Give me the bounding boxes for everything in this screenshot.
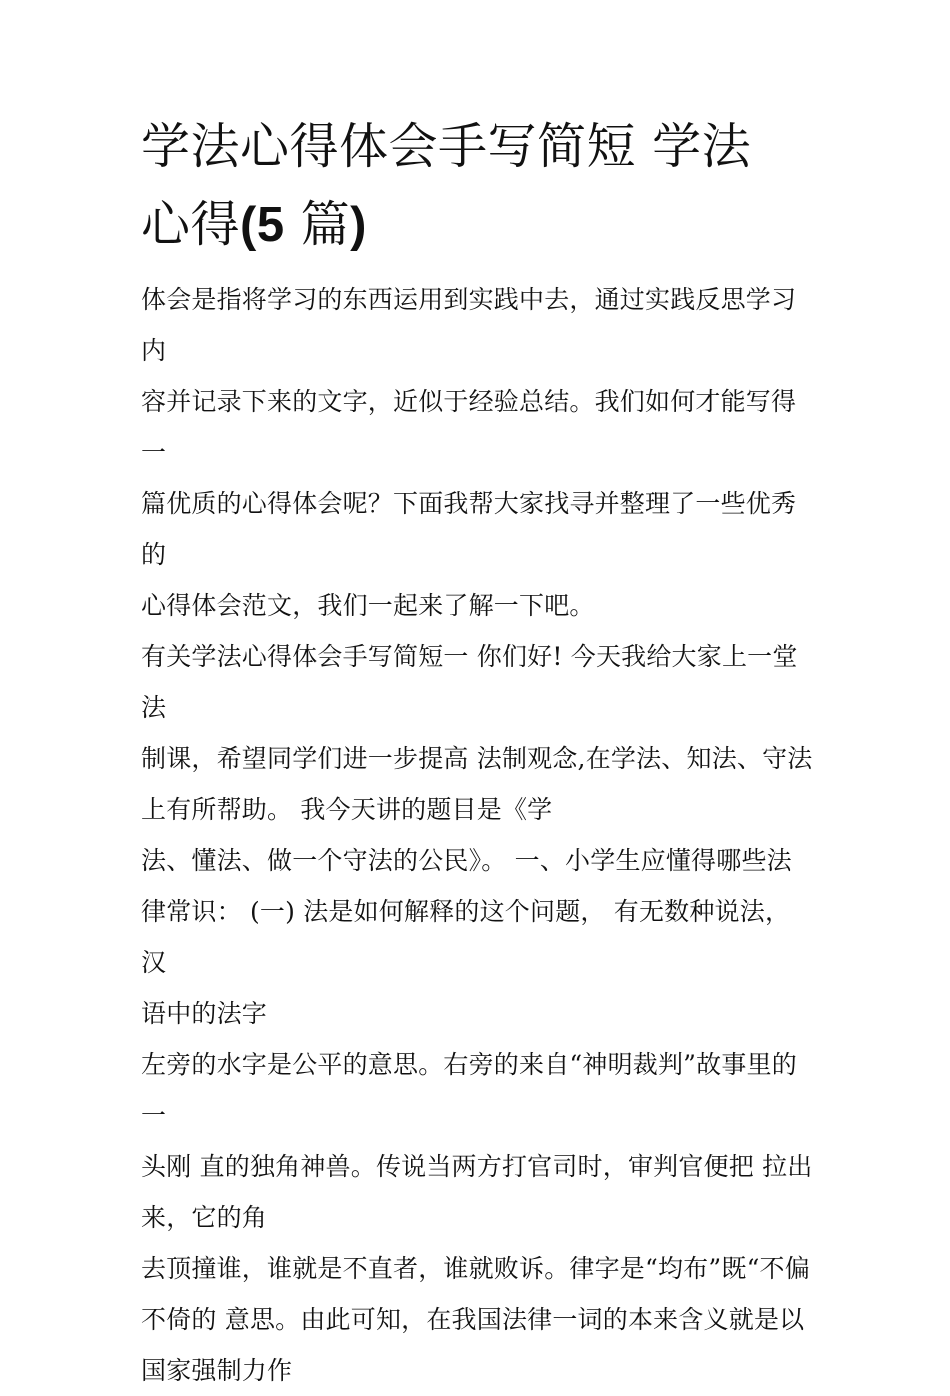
text-line: 篇优质的心得体会呢？下面我帮大家找寻并整理了一些优秀的 — [141, 489, 797, 569]
text-line: 去顶撞谁，谁就是不直者，谁就败诉。律字是“均布”既“不偏 — [141, 1254, 810, 1283]
title-line-2-end: ) — [350, 198, 367, 252]
text-line: 上有所帮助。 我今天讲的题目是《学 — [141, 795, 553, 824]
text-line: 语中的法字 — [141, 999, 268, 1028]
text-line: 不倚的 意思。由此可知，在我国法律一词的本来含义就是以 — [141, 1305, 805, 1334]
text-line: 有关学法心得体会手写简短一 你们好! 今天我给大家上一堂法 — [141, 642, 798, 722]
title-line-1: 学法心得体会手写简短 学法 — [141, 118, 752, 175]
title-line-2-num: (5 — [240, 198, 285, 252]
text-line: 心得体会范文，我们一起来了解一下吧。 — [141, 591, 595, 620]
text-line: 律常识： (一) 法是如何解释的这个问题， 有无数种说法， 汉 — [141, 897, 799, 977]
text-line: 头刚 直的独角神兽。传说当两方打官司时，审判官便把 拉出 — [141, 1152, 813, 1181]
title-line-2-pre: 心得 — [141, 196, 241, 253]
text-line: 国家强制力作 — [141, 1356, 293, 1385]
text-line: 制课，希望同学们进一步提高 法制观念,在学法、知法、守法 — [141, 744, 813, 773]
title-line-2-mid: 篇 — [284, 196, 351, 253]
text-line: 左旁的水字是公平的意思。右旁的来自“神明裁判”故事里的一 — [141, 1050, 797, 1130]
text-line: 容并记录下来的文字，近似于经验总结。我们如何才能写得一 — [141, 387, 797, 467]
document-title — [141, 108, 801, 264]
text-line: 体会是指将学习的东西运用到实践中去，通过实践反思学习内 — [141, 285, 797, 365]
text-line: 来，它的角 — [141, 1203, 268, 1232]
document-body — [141, 108, 821, 1396]
text-line: 法、懂法、做一个守法的公民》。 一、小学生应懂得哪些法 — [141, 846, 792, 875]
